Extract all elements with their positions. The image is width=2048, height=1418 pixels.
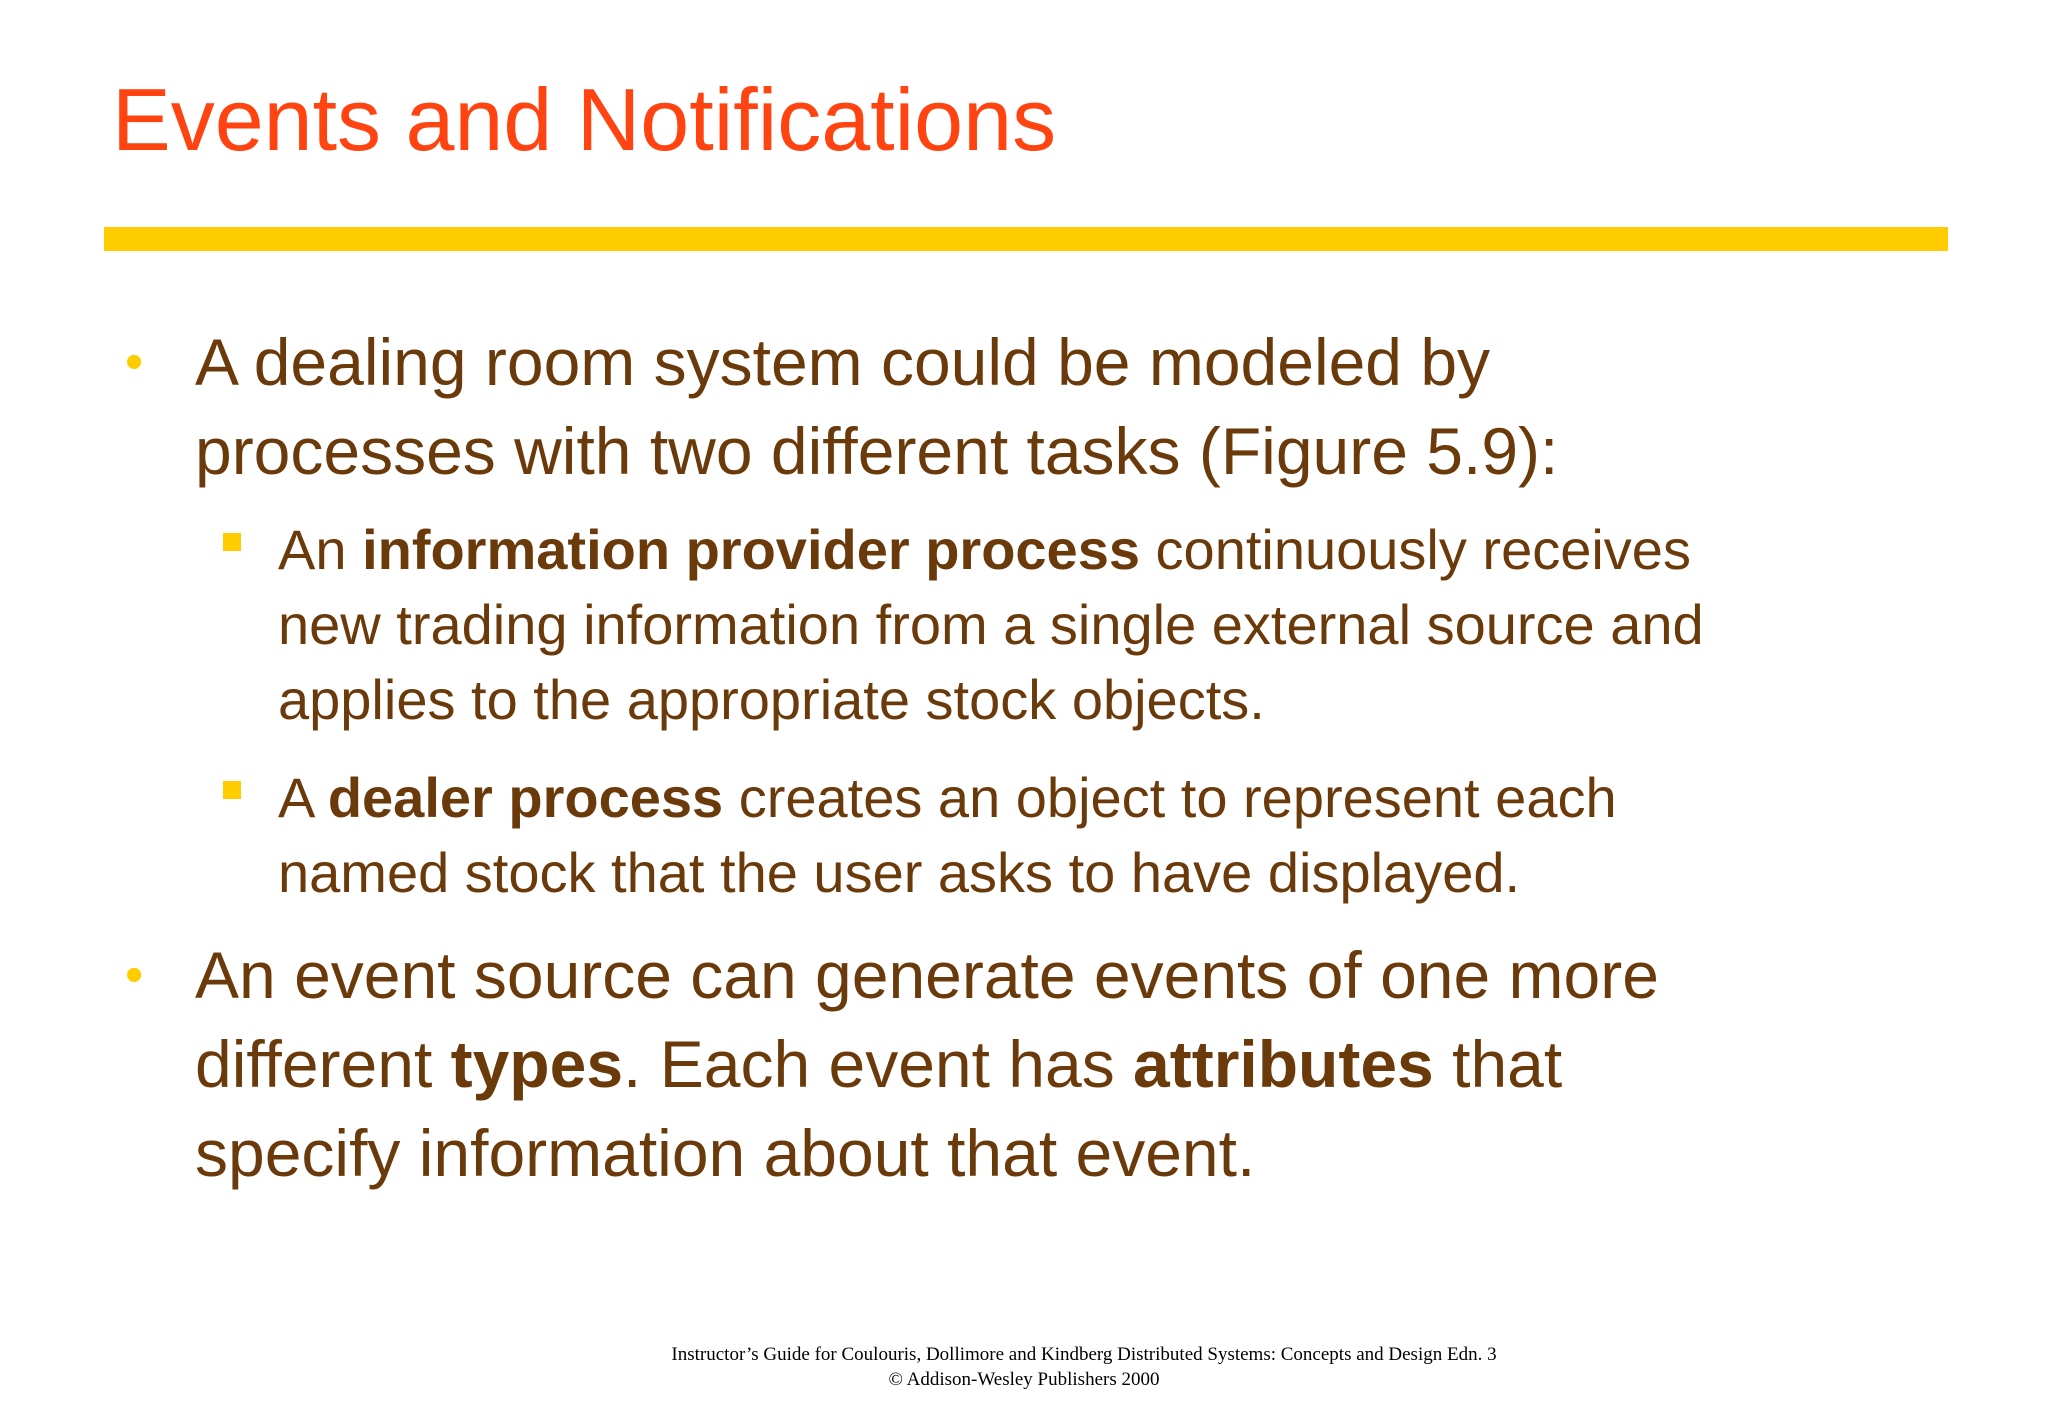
square-bullet-icon (223, 533, 241, 551)
footer-citation: Instructor’s Guide for Coulouris, Dollimore and Kindberg Distributed Systems: Concepts and Design Edn. 3 (671, 1344, 1497, 1365)
bullet-line: processes with two different tasks (Figure 5.9): (195, 414, 1559, 488)
slide-footer (0, 1342, 2048, 1392)
subbullet-line: named stock that the user asks to have displayed. (278, 841, 1521, 904)
bold-term: information provider process (362, 518, 1140, 581)
bullet-line: An event source can generate events of one more (195, 938, 1659, 1012)
subbullet-information-provider (278, 512, 1998, 737)
bold-term: dealer process (327, 766, 724, 829)
bullet-dot-icon: • (125, 946, 144, 1004)
subbullet-line: applies to the appropriate stock objects. (278, 668, 1265, 731)
text-run: An (278, 518, 363, 581)
text-run: . Each event has (623, 1027, 1134, 1101)
bullet-line: A dealing room system could be modeled by (195, 325, 1491, 399)
bold-term: attributes (1133, 1027, 1434, 1101)
text-run: continuously receives (1140, 518, 1691, 581)
title-divider (104, 227, 1948, 251)
bullet-line: specify information about that event. (195, 1116, 1256, 1190)
text-run: that (1433, 1027, 1563, 1101)
bullet-event-source (125, 931, 1975, 1198)
slide-title: Events and Notifications (112, 70, 1057, 169)
subbullet-dealer-process (278, 760, 1998, 910)
bold-term: types (450, 1027, 624, 1101)
footer-copyright: © Addison-Wesley Publishers 2000 (888, 1369, 1160, 1390)
subbullet-line: new trading information from a single external source and (278, 593, 1704, 656)
subbullet-line (278, 760, 1998, 835)
text-run: creates an object to represent each (723, 766, 1617, 829)
bullet-line (195, 1020, 1975, 1109)
square-bullet-icon (223, 781, 241, 799)
bullet-dealing-room (125, 318, 1975, 496)
text-run: different (195, 1027, 451, 1101)
text-run: A (278, 766, 328, 829)
bullet-dot-icon: • (125, 333, 144, 391)
subbullet-line (278, 512, 1998, 587)
